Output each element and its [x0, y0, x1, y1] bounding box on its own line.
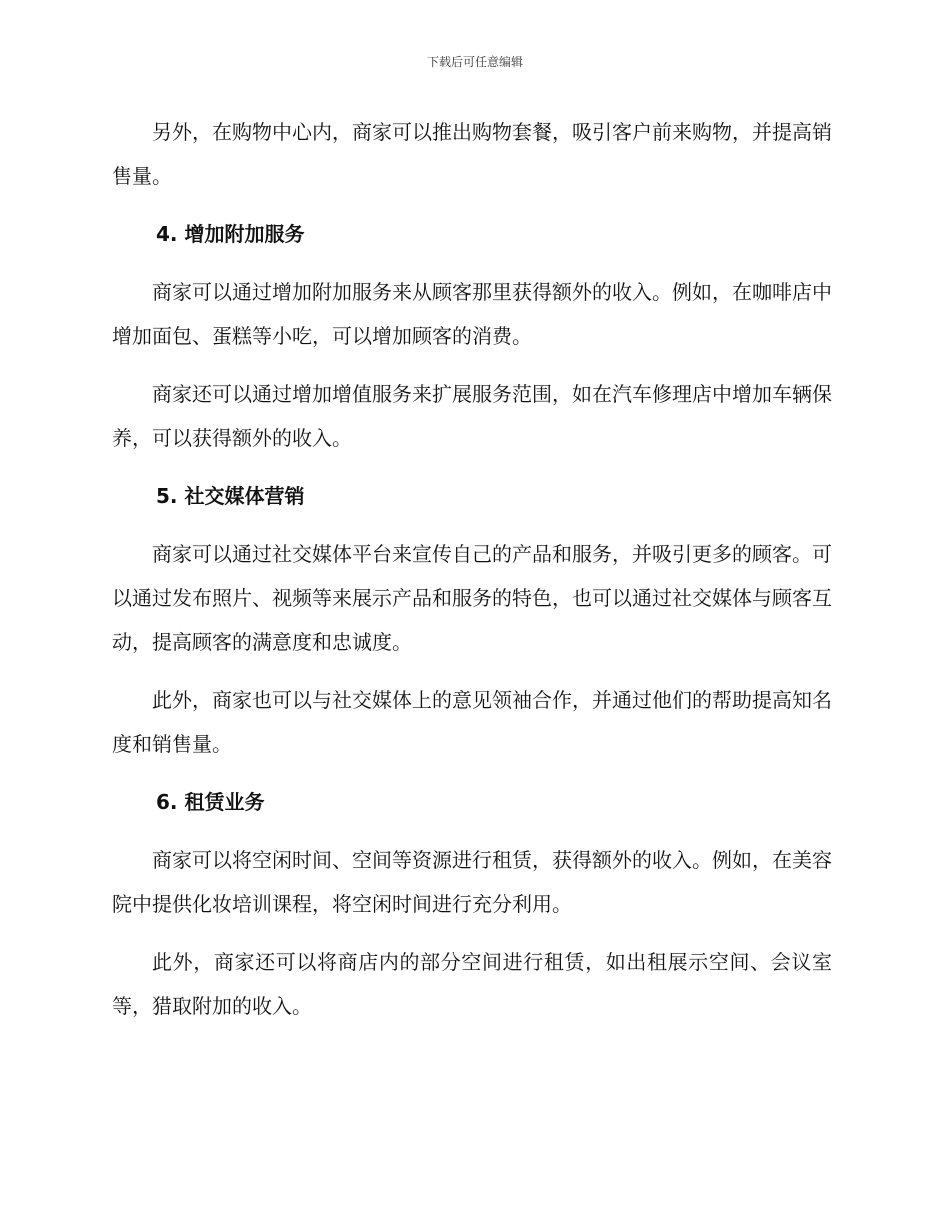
paragraph-shopping-package: 另外，在购物中心内，商家可以推出购物套餐，吸引客户前来购物，并提高销售量。 — [112, 120, 832, 188]
paragraph-social-media-promotion: 商家可以通过社交媒体平台来宣传自己的产品和服务，并吸引更多的顾客。可以通过发布照片、视频等来展示产品和服务的特色，也可以通过社交媒体与顾客互动，提高顾客的满意度和忠诚度。 — [112, 542, 832, 654]
paragraph-value-added-services: 商家还可以通过增加增值服务来扩展服务范围，如在汽车修理店中增加车辆保养，可以获得额外的收入。 — [112, 382, 832, 450]
section-heading-leasing: 6. 租赁业务 — [156, 790, 265, 814]
paragraph-idle-resources: 商家可以将空闲时间、空间等资源进行租赁，获得额外的收入。例如，在美容院中提供化妆培训课程，将空闲时间进行充分利用。 — [112, 848, 832, 916]
document-body — [112, 110, 832, 1042]
paragraph-cafe-snacks: 商家可以通过增加附加服务来从顾客那里获得额外的收入。例如，在咖啡店中增加面包、蛋糕等小吃，可以增加顾客的消费。 — [112, 280, 832, 348]
paragraph-opinion-leaders: 此外，商家也可以与社交媒体上的意见领袖合作，并通过他们的帮助提高知名度和销售量。 — [112, 688, 832, 756]
paragraph-space-rental: 此外，商家还可以将商店内的部分空间进行租赁，如出租展示空间、会议室等，猎取附加的收入。 — [112, 950, 832, 1018]
section-heading-added-services: 4. 增加附加服务 — [156, 222, 305, 246]
section-heading-social-media: 5. 社交媒体营销 — [156, 484, 305, 508]
page-header: 下载后可任意编辑 — [426, 55, 523, 69]
